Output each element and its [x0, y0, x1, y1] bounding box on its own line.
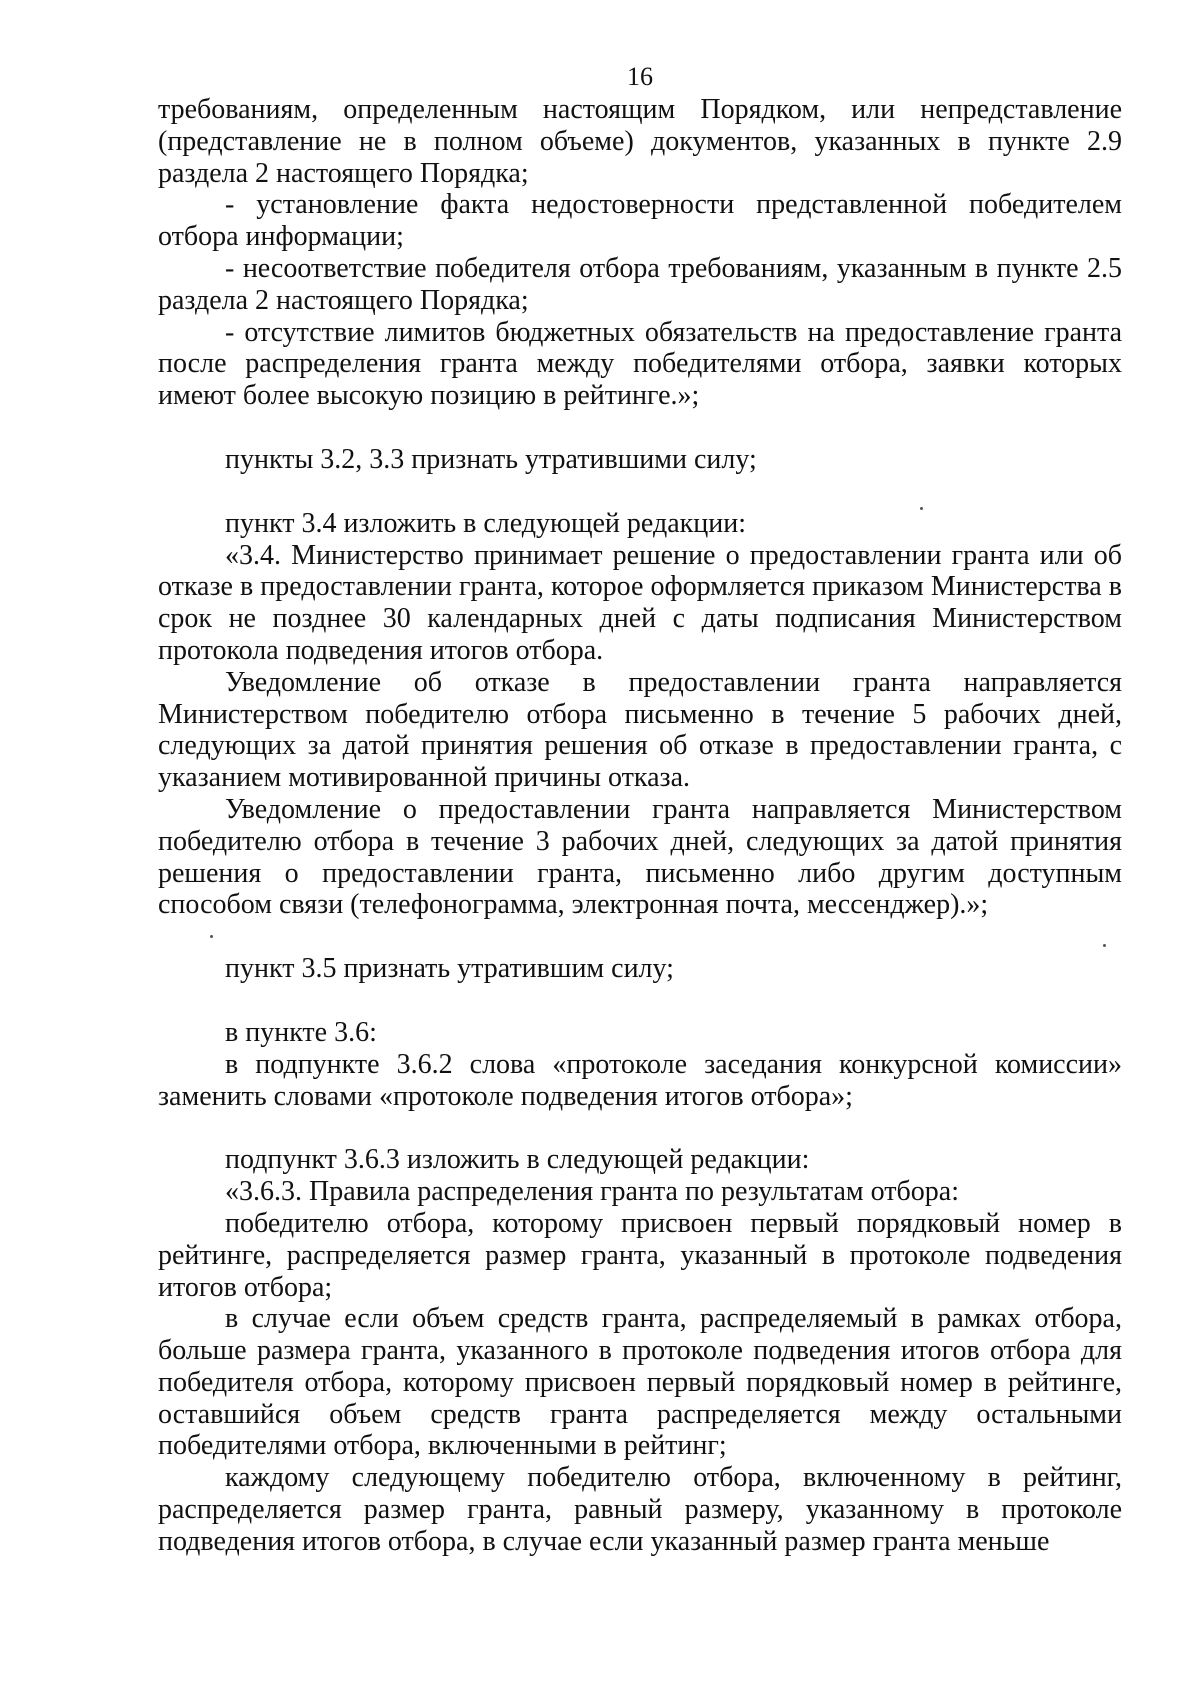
scan-speck — [920, 507, 923, 510]
paragraph: подпункт 3.6.3 изложить в следующей редакции: — [225, 1144, 810, 1176]
paragraph: - несоответствие победителя отбора требованиям, указанным в пункте 2.5 раздела 2 настоящего Порядка; — [158, 252, 1122, 316]
paragraph: в пункте 3.6: — [225, 1016, 377, 1048]
paragraph: «3.4. Министерство принимает решение о предоставлении гранта или об отказе в предоставлении гранта, которое оформляется приказом Министерства в срок не позднее 30 календарных дней с даты подписания Министерством протокола подведения итогов отбора. — [158, 539, 1122, 666]
document-body — [158, 94, 1122, 1558]
paragraph: в подпункте 3.6.2 слова «протоколе заседания конкурсной комиссии» заменить словами «протоколе подведения итогов отбора»; — [158, 1048, 1122, 1112]
paragraph: в случае если объем средств гранта, распределяемый в рамках отбора, больше размера гранта, указанного в протоколе подведения итогов отбора для победителя отбора, которому присвоен первый порядковый номер в рейтинге, оставшийся объем средств гранта распределяется между остальными победителями отбора, включенными в рейтинг; — [158, 1303, 1122, 1462]
paragraph: Уведомление об отказе в предоставлении гранта направляется Министерством победителю отбора письменно в течение 5 рабочих дней, следующих за датой принятия решения об отказе в предоставлении гранта, с указанием мотивированной причины отказа. — [158, 666, 1122, 794]
paragraph: «3.6.3. Правила распределения гранта по результатам отбора: — [225, 1176, 959, 1208]
paragraph: каждому следующему победителю отбора, включенному в рейтинг, распределяется размер гранта, равный размеру, указанному в протоколе подведения итогов отбора, в случае если указанный размер гранта меньше — [158, 1462, 1122, 1557]
paragraph: победителю отбора, которому присвоен первый порядковый номер в рейтинге, распределяется размер гранта, указанный в протоколе подведения итогов отбора; — [158, 1207, 1122, 1303]
paragraph: требованиям, определенным настоящим Порядком, или непредставление (представление не в полном объеме) документов, указанных в пункте 2.9 раздела 2 настоящего Порядка; — [158, 94, 1122, 189]
paragraph: - отсутствие лимитов бюджетных обязательств на предоставление гранта после распределения гранта между победителями отбора, заявки которых имеют более высокую позицию в рейтинге.»; — [158, 316, 1122, 412]
paragraph: пункт 3.5 признать утратившим силу; — [225, 953, 674, 985]
scan-speck — [210, 935, 213, 938]
page-number: 16 — [627, 62, 653, 91]
scan-speck — [1103, 944, 1106, 947]
paragraph: пункт 3.4 изложить в следующей редакции: — [225, 507, 746, 539]
paragraph: Уведомление о предоставлении гранта направляется Министерством победителю отбора в течение 3 рабочих дней, следующих за датой принятия решения о предоставлении гранта, письменно либо другим доступным способом связи (телефонограмма, электронная почта, мессенджер).»; — [158, 793, 1122, 921]
paragraph: пункты 3.2, 3.3 признать утратившими силу; — [225, 443, 757, 475]
paragraph: - установление факта недостоверности представленной победителем отбора информации; — [158, 189, 1122, 253]
